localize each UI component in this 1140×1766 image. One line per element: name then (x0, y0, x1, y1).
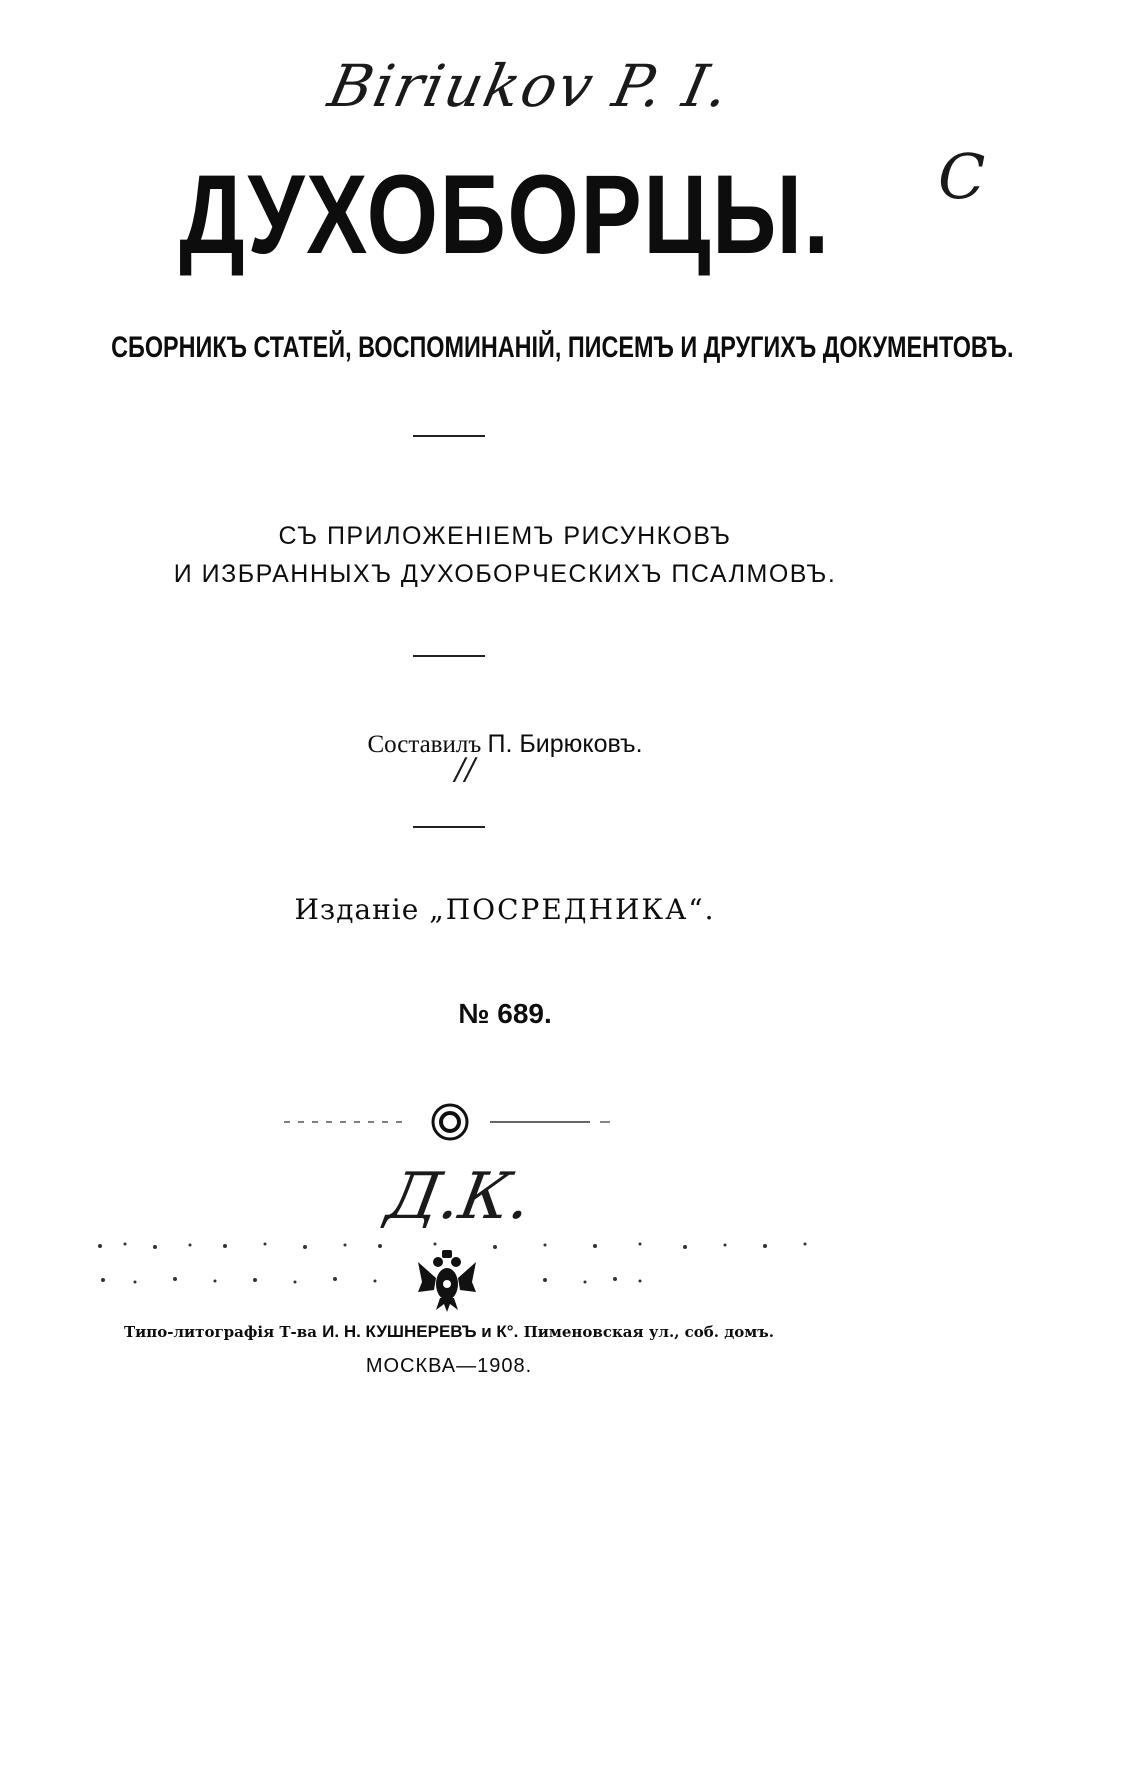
divider-rule (413, 826, 485, 828)
double-headed-eagle-icon (416, 1248, 478, 1314)
compiler-mark: // (455, 752, 476, 787)
compiler-line (0, 730, 1010, 759)
issue-number: № 689. (458, 998, 552, 1029)
printer-address: Пименовская ул., соб. домъ. (523, 1323, 775, 1341)
margin-mark: C (938, 140, 986, 213)
city-year: МОСКВА—1908. (365, 1355, 533, 1377)
compiler-name: П. Бирюковъ. (487, 730, 643, 758)
printer-line (0, 1322, 898, 1342)
divider-rule (413, 435, 485, 437)
divider-rule (413, 655, 485, 657)
concentric-circle-ornament-icon (433, 1105, 467, 1139)
compiler-prefix: Составилъ (367, 731, 482, 758)
owner-inscription: Biriukov P. I. (322, 52, 737, 120)
printer-prefix: Типо-литографія Т-ва (123, 1323, 317, 1341)
handwritten-monogram: Д.К. (381, 1160, 537, 1234)
book-title: ДУХОБОРЦЫ. (179, 152, 831, 277)
appendix-line-1: СЪ ПРИЛОЖЕНІЕМЪ РИСУНКОВЪ (278, 522, 732, 550)
book-subtitle: СБОРНИКЪ СТАТЕЙ, ВОСПОМИНАНІЙ, ПИСЕМЪ И ДРУГИХЪ ДОКУМЕНТОВЪ. (111, 331, 1014, 364)
edition-prefix: Изданіе (294, 893, 420, 926)
edition-line (0, 893, 1010, 926)
ornament-divider (280, 1102, 620, 1142)
printer-name: И. Н. КУШНЕРЕВЪ и К°. (322, 1322, 519, 1341)
appendix-line-2: И ИЗБРАННЫХЪ ДУХОБОРЧЕСКИХЪ ПСАЛМОВЪ. (173, 560, 837, 588)
edition-publisher: „ПОСРЕДНИКА“. (429, 893, 716, 926)
